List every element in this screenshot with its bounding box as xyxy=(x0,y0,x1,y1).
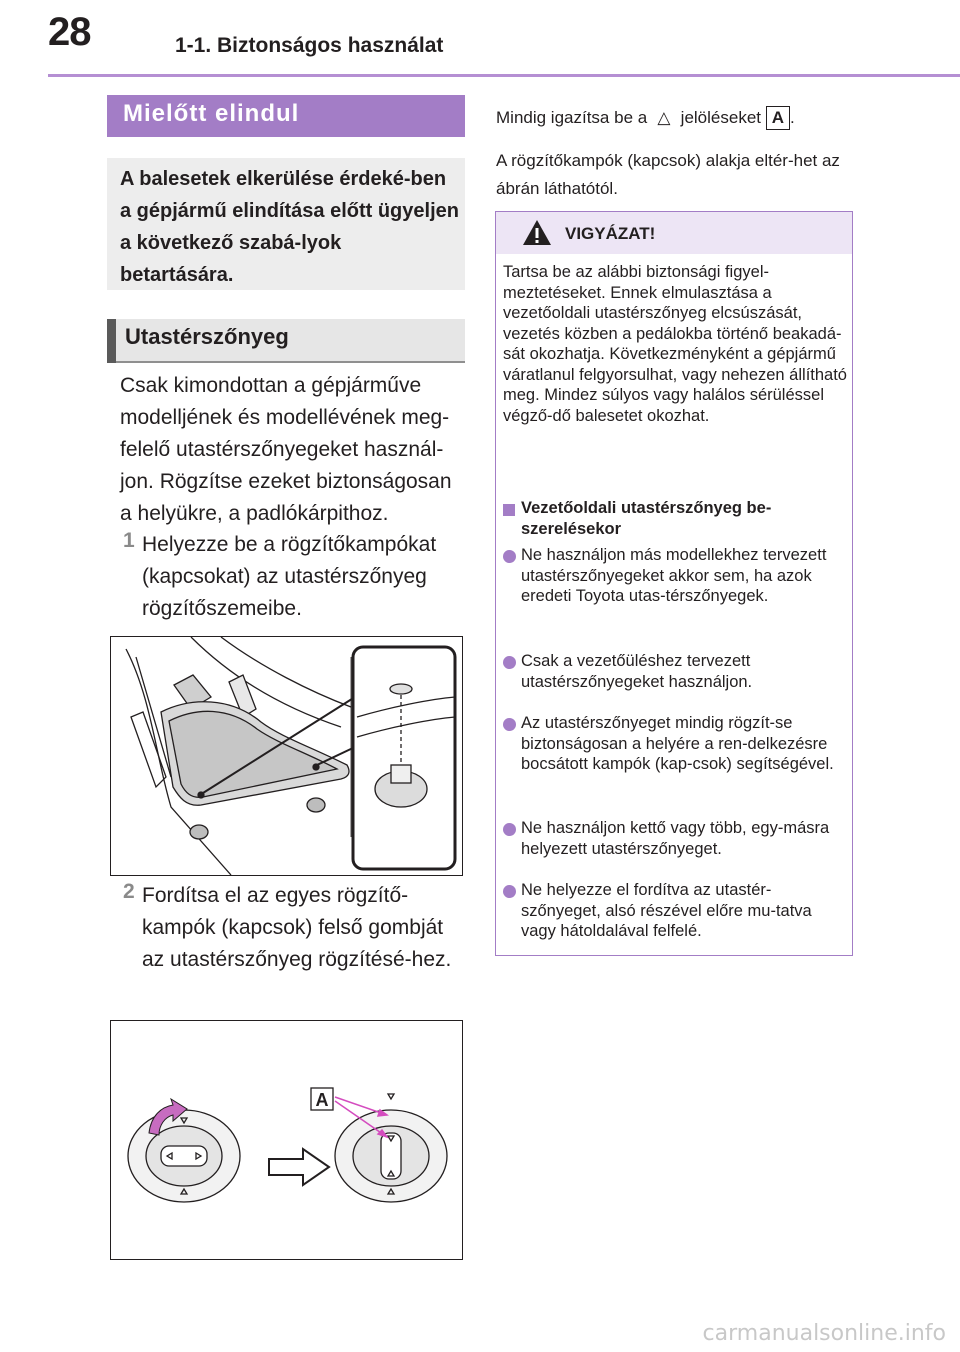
step-text: Fordítsa el az egyes rögzítő-kampók (kapcsok) felső gombját az utastérszőnyeg rögzítésé-hez. xyxy=(142,884,452,971)
warning-bullet: Ne használjon kettő vagy több, egy-másra helyezett utastérszőnyeget. xyxy=(521,819,830,858)
hook-rotation-figure xyxy=(110,1020,463,1260)
fig2-label: A xyxy=(315,1090,329,1110)
warning-bullet: Az utastérszőnyeget mindig rögzít-se biztonságosan a helyére a ren-delkezésre bocsátott kampók (kap-csok) segítségével. xyxy=(521,714,834,773)
step-number: 2 xyxy=(123,880,135,903)
intro-text: A balesetek elkerülése érdeké-ben a gépjármű elindítása előtt ügyeljen a következő szabá-lyok betartására. xyxy=(120,168,459,286)
header-rule xyxy=(48,74,960,77)
subsection-title: Utastérszőnyeg xyxy=(125,324,289,349)
align-text-end: . xyxy=(790,108,795,127)
warning-bullet: Csak a vezetőüléshez tervezett utastérszőnyegeket használjon. xyxy=(521,652,753,691)
bullet-icon xyxy=(503,550,516,563)
warning-intro: Tartsa be az alábbi biztonsági figyel-meztetéseket. Ennek elmulasztása a vezetőoldali utastérszőnyeg elcsúszását, vezetés közben a pedálokba történő beakadá-sát okozhatja. Következményként a gépjármű váratlanul felgyorsulhat, vagy nehezen állítható meg. Mindez súlyos vagy halálos sérüléssel végző-dő balesetet okozhat. xyxy=(503,263,847,425)
floor-mat-illustration xyxy=(111,637,462,875)
mat-paragraph: Csak kimondottan a gépjárműve modelljének és modellévének meg-felelő utastérszőnyegeket használ-jon. Rögzítse ezeket biztonságosan a helyükre, a padlókárpithoz. xyxy=(120,374,452,525)
align-text-before: Mindig igazítsa be a xyxy=(496,108,648,127)
step-text: Helyezze be a rögzítőkampókat (kapcsokat) az utastérszőnyeg rögzítőszemeibe. xyxy=(142,533,437,620)
subsection-bar xyxy=(107,319,116,363)
band-title: Mielőtt elindul xyxy=(123,100,300,127)
section-title: 1-1. Biztonságos használat xyxy=(175,34,444,57)
warning-icon xyxy=(522,219,552,251)
warning-bullet: Ne használjon más modellekhez tervezett utastérszőnyegeket akkor sem, ha azok eredeti Toyota utas-térszőnyegek. xyxy=(521,546,827,605)
warning-title: VIGYÁZAT! xyxy=(565,224,656,243)
hook-rotation-illustration xyxy=(111,1021,462,1259)
bullet-icon xyxy=(503,718,516,731)
align-instruction xyxy=(496,104,856,132)
page-number: 28 xyxy=(48,10,91,54)
floor-mat-figure xyxy=(110,636,463,876)
label-a-box: A xyxy=(766,106,790,130)
warning-bullet: Ne helyezze el fordítva az utastér-szőnyeget, alsó részével előre mu-tatva vagy hátoldalával felfelé. xyxy=(521,881,812,940)
step-number: 1 xyxy=(123,529,135,552)
align-text-after: jelöléseket xyxy=(680,108,761,127)
square-bullet-icon xyxy=(503,504,515,516)
bullet-icon xyxy=(503,656,516,669)
triangle-mark-icon: △ xyxy=(657,108,671,127)
bullet-icon xyxy=(503,885,516,898)
bullet-icon xyxy=(503,823,516,836)
watermark: carmanualsonline.info xyxy=(702,1321,946,1346)
shape-note: A rögzítőkampók (kapcsok) alakja eltér-het az ábrán láthatótól. xyxy=(496,151,840,198)
warning-subheading: Vezetőoldali utastérszőnyeg be-szerelésekor xyxy=(521,499,772,538)
